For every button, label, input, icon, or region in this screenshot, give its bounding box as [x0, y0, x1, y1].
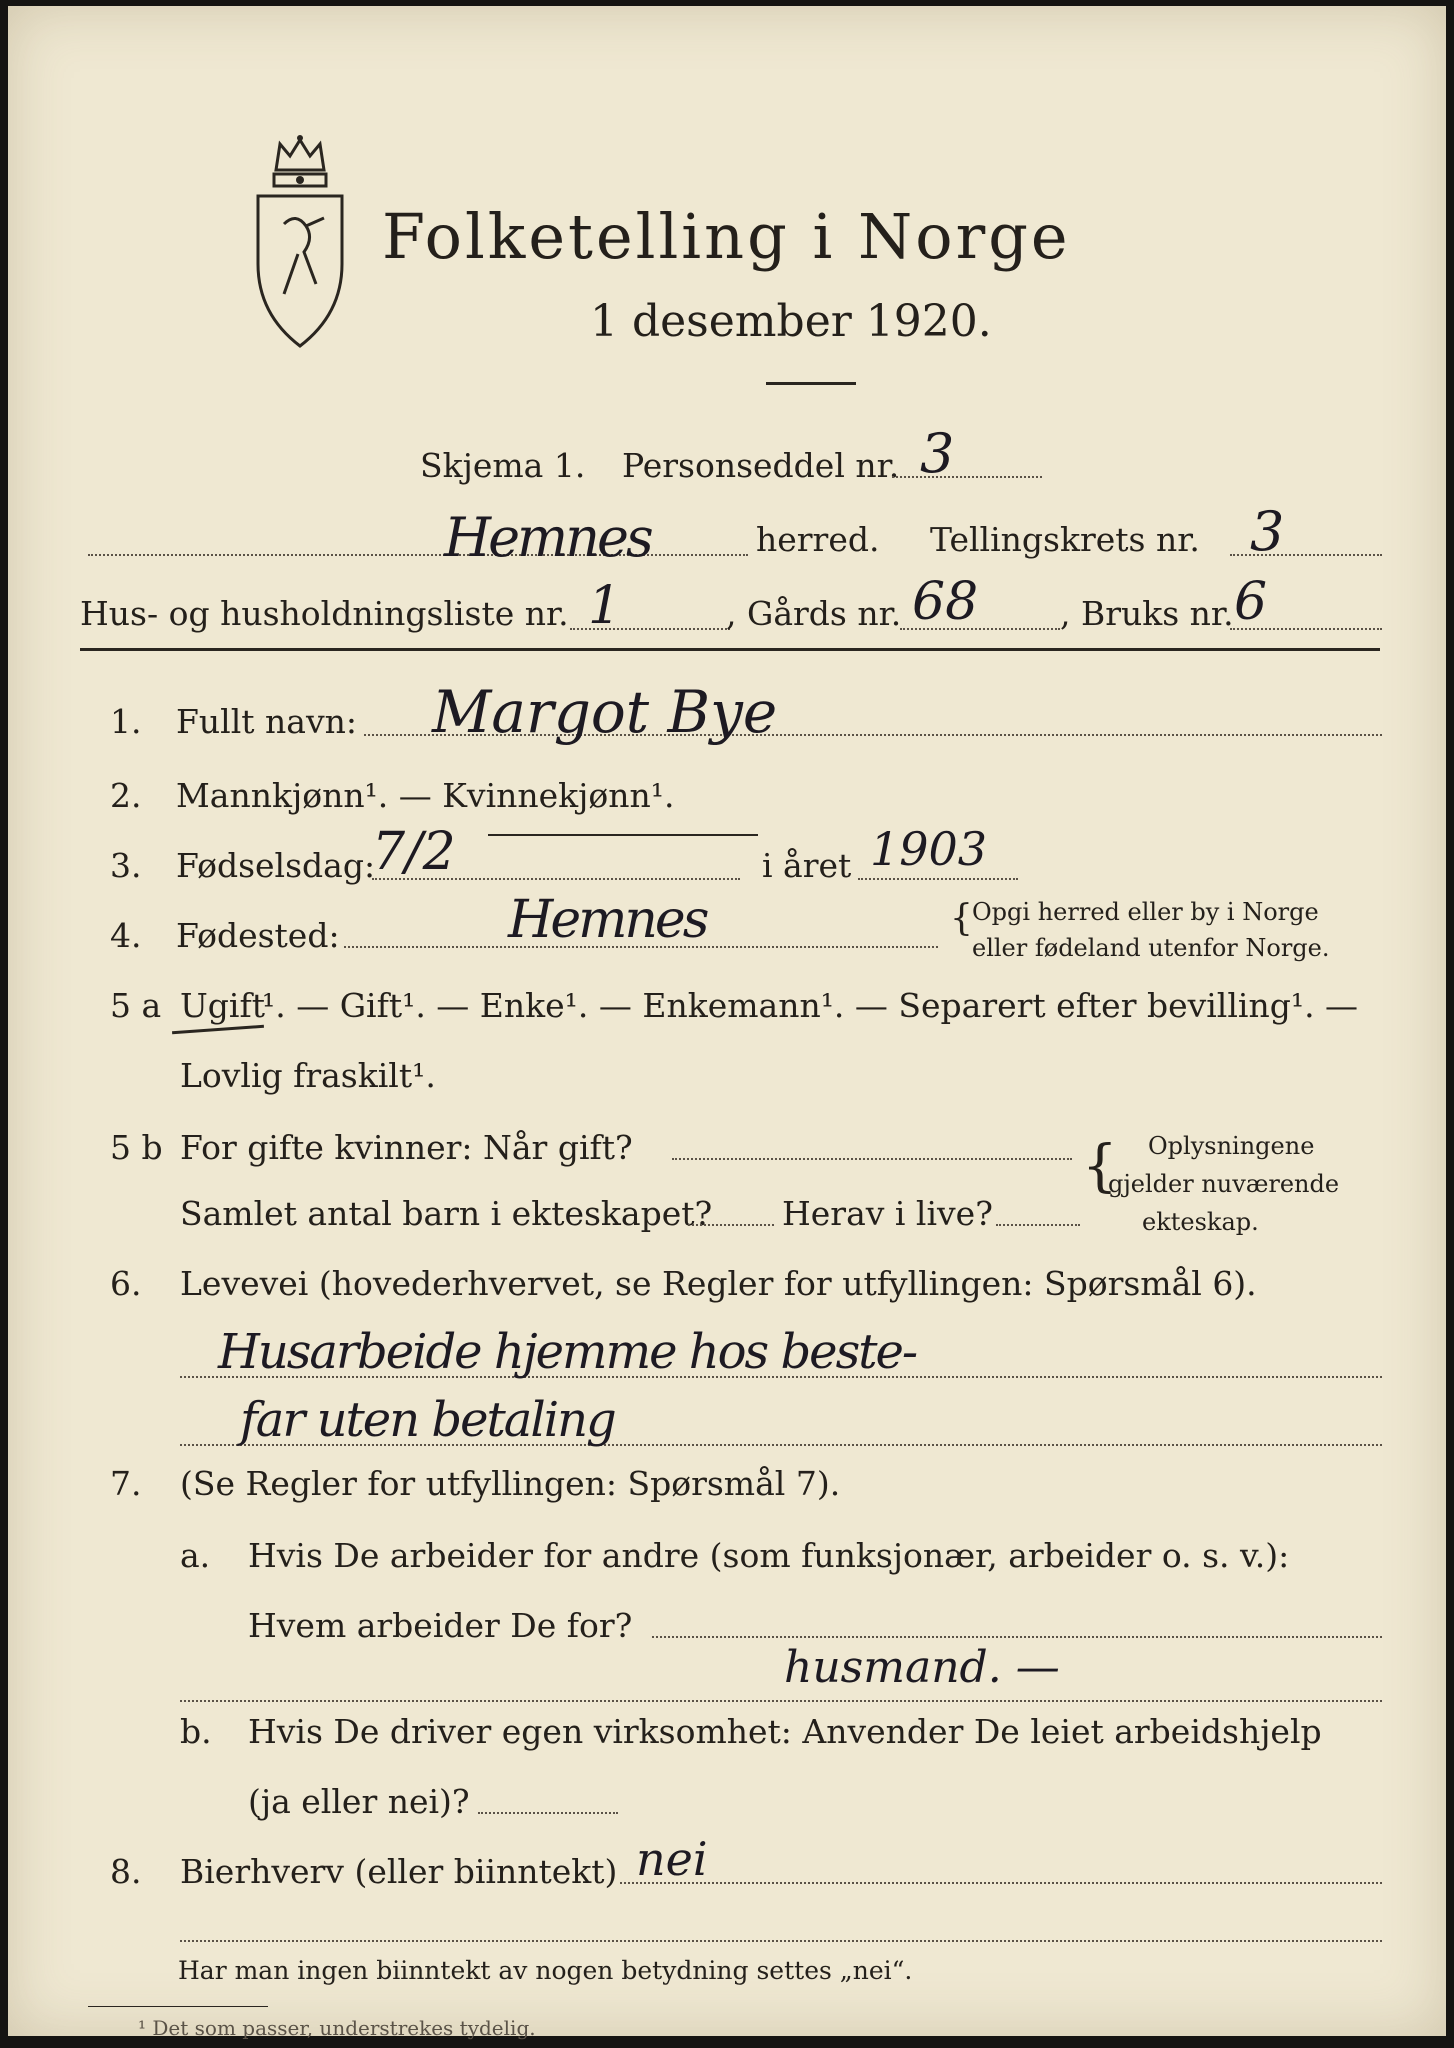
- title-divider: [766, 382, 856, 385]
- q3-day-value: 7/2: [372, 822, 456, 882]
- q3-number: 3.: [110, 846, 142, 885]
- q8-label: Bierhverv (eller biinntekt): [180, 1852, 618, 1891]
- q5b-brace: {: [1082, 1134, 1118, 1199]
- q1-label: Fullt navn:: [176, 702, 357, 741]
- q5b-number: 5 b: [110, 1128, 163, 1167]
- q4-label: Fødested:: [176, 916, 340, 955]
- gards-label: , Gårds nr.: [726, 594, 902, 633]
- q5b-label2: Samlet antal barn i ekteskapet?: [180, 1194, 713, 1233]
- q1-number: 1.: [110, 702, 142, 741]
- form-title: Folketelling i Norge: [382, 200, 1071, 273]
- bruks-label: , Bruks nr.: [1060, 594, 1234, 633]
- q5a-underline: [172, 1025, 264, 1034]
- header-rule: [80, 648, 1380, 651]
- personseddel-line: [892, 476, 1042, 478]
- gards-value: 68: [912, 572, 979, 632]
- q2-number: 2.: [110, 776, 142, 815]
- herred-value: Hemnes: [444, 506, 651, 569]
- q4-brace: {: [950, 898, 973, 939]
- q7a-label: Hvis De arbeider for andre (som funksjonær, arbeider o. s. v.):: [248, 1536, 1290, 1575]
- q5b-label: For gifte kvinner: Når gift?: [180, 1128, 633, 1167]
- q5a-ugift: Ugift: [180, 986, 265, 1025]
- bruks-value: 6: [1234, 572, 1268, 632]
- q5b-note-3: ekteskap.: [1142, 1208, 1259, 1236]
- hus-label: Hus- og husholdningsliste nr.: [80, 594, 569, 633]
- tellingskrets-value: 3: [1250, 500, 1285, 563]
- q5a-options: ¹. — Gift¹. — Enke¹. — Enkemann¹. — Separert efter bevilling¹. —: [262, 986, 1359, 1025]
- q4-value: Hemnes: [508, 890, 707, 950]
- footer-note: Har man ingen biinntekt av nogen betydning settes „nei“.: [178, 1956, 913, 1985]
- q8-number: 8.: [110, 1852, 142, 1891]
- coat-of-arms-icon: [244, 134, 356, 354]
- q5b-line-2: [688, 1224, 774, 1226]
- q8-line-1: [620, 1882, 1382, 1884]
- q1-value: Margot Bye: [432, 678, 778, 746]
- q7a-value: husmand. —: [784, 1642, 1060, 1693]
- q7b-line: [478, 1812, 618, 1814]
- q5b-line-1: [672, 1158, 1072, 1160]
- q7b-label2: (ja eller nei)?: [248, 1782, 470, 1821]
- q4-note-1: Opgi herred eller by i Norge: [972, 898, 1319, 926]
- q4-number: 4.: [110, 916, 142, 955]
- q5b-note-1: Oplysningene: [1148, 1132, 1315, 1160]
- hus-value: 1: [588, 576, 622, 636]
- q5a-line2: Lovlig fraskilt¹.: [180, 1056, 436, 1095]
- q8-value: nei: [636, 1832, 708, 1886]
- q7b-number: b.: [180, 1712, 212, 1751]
- q7a-label2: Hvem arbeider De for?: [248, 1606, 633, 1645]
- q6-value-2: far uten betaling: [240, 1392, 615, 1448]
- q3-label: Fødselsdag:: [176, 846, 376, 885]
- q3-strikeline: [488, 834, 758, 836]
- q6-value-1: Husarbeide hjemme hos beste-: [218, 1324, 917, 1380]
- footnote: ¹ Det som passer, understrekes tydelig.: [138, 2016, 536, 2040]
- personseddel-label: Personseddel nr.: [622, 446, 900, 485]
- q8-line-2: [180, 1940, 1382, 1942]
- q7a-line-2: [180, 1700, 1382, 1702]
- q6-number: 6.: [110, 1264, 142, 1303]
- census-form: [8, 6, 1446, 2040]
- q3-year-value: 1903: [870, 822, 988, 876]
- q3-year-label: i året: [762, 846, 852, 885]
- census-date: 1 desember 1920.: [590, 296, 992, 347]
- q7b-label: Hvis De driver egen virksomhet: Anvender De leiet arbeidshjelp: [248, 1712, 1322, 1751]
- personseddel-value: 3: [920, 422, 955, 485]
- skjema-label: Skjema 1.: [420, 446, 586, 485]
- q3-year-line: [858, 878, 1018, 880]
- q5b-note-2: gjelder nuværende: [1108, 1170, 1340, 1198]
- q2-label: Mannkjønn¹. — Kvinnekjønn¹.: [176, 776, 675, 815]
- q5b-herav: Herav i live?: [782, 1194, 993, 1233]
- q5b-line-3: [996, 1224, 1080, 1226]
- footnote-rule: [88, 2006, 268, 2007]
- q7-number: 7.: [110, 1464, 142, 1503]
- herred-label: herred.: [756, 520, 880, 559]
- q7a-number: a.: [180, 1536, 211, 1575]
- q4-note-2: eller fødeland utenfor Norge.: [972, 934, 1330, 962]
- q6-label: Levevei (hovederhvervet, se Regler for utfyllingen: Spørsmål 6).: [180, 1264, 1257, 1303]
- tellingskrets-label: Tellingskrets nr.: [930, 520, 1200, 559]
- q7a-line-1: [652, 1636, 1382, 1638]
- q5a-number: 5 a: [110, 986, 162, 1025]
- q7-label: (Se Regler for utfyllingen: Spørsmål 7).: [180, 1464, 841, 1503]
